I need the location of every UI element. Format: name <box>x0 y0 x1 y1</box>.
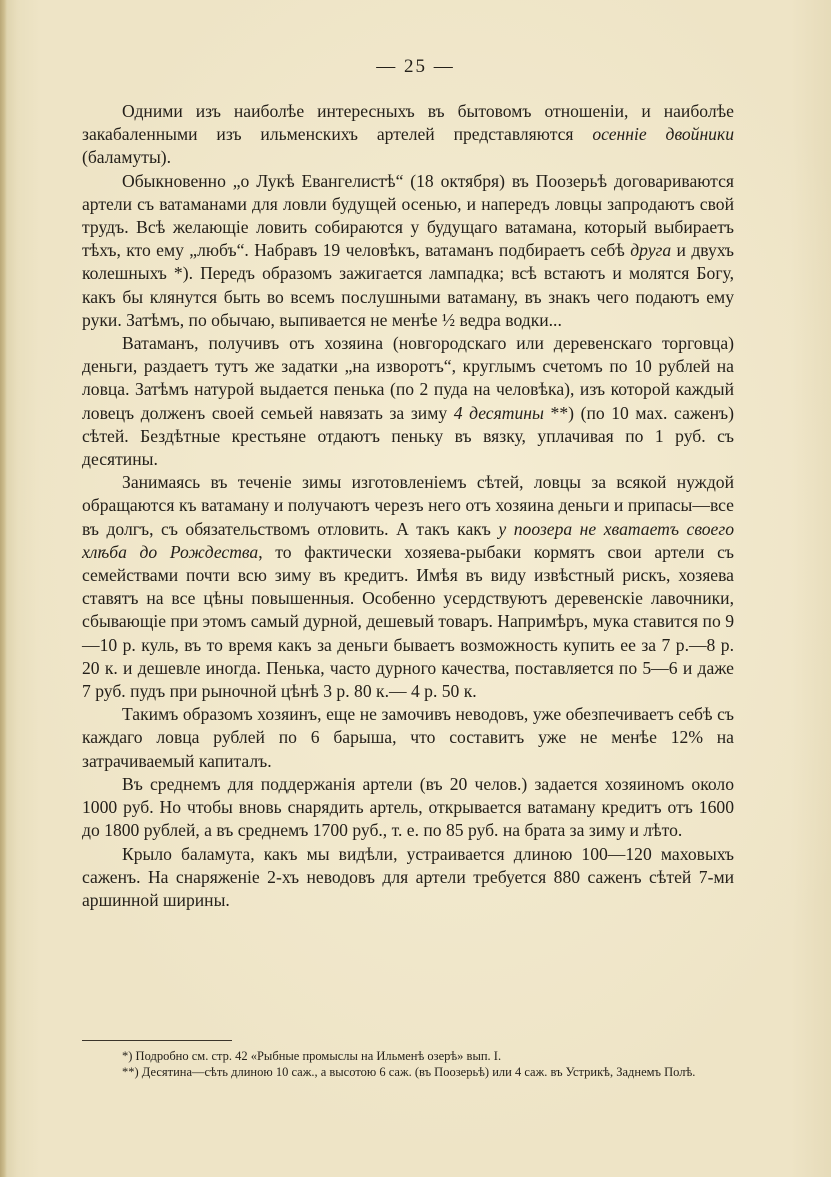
main-text <box>82 100 734 912</box>
paragraph-5 <box>82 703 734 773</box>
footnote-2: **) Десятина—сѣть длиною 10 саж., а высотою 6 саж. (въ Поозерьѣ) или 4 саж. въ Устрикѣ, Заднемъ Полѣ. <box>122 1065 696 1079</box>
paragraph-6 <box>82 773 734 843</box>
paragraph-text: Обыкновенно „о Лукѣ Евангелистѣ“ (18 октября) въ Поозерьѣ договариваются артели съ ватаманами для ловли будущей осенью, и напередъ ловцы запродаютъ свой трудъ. Всѣ желающіе ловить собираются у будущаго ватамана, который выбираетъ тѣхъ, кто ему „любъ“. Набравъ 19 человѣкъ, ватаманъ подбираетъ себѣ <box>82 170 734 261</box>
italic-term: 4 десятины <box>453 402 544 423</box>
paragraph-text: Одними изъ наиболѣе интересныхъ въ бытовомъ отношеніи, и наиболѣе закабаленными изъ ильменскихъ артелей представляются <box>82 101 734 145</box>
italic-term: осенніе двойники <box>592 124 734 145</box>
page-binding-edge <box>0 0 7 1177</box>
paragraph-2 <box>82 170 734 332</box>
paragraph-text: Въ среднемъ для поддержанія артели (въ 20 челов.) задается хозяиномъ около 1000 руб. Но чтобы вновь снарядить артель, открывается ватаману кредитъ отъ 1600 до 1800 рублей, а въ среднемъ 1700 руб., т. е. по 85 руб. на брата за зиму и лѣто. <box>82 773 734 841</box>
paragraph-text: , то фактически хозяева-рыбаки кормятъ свои артели съ семействами почти всю зиму въ кредитъ. Имѣя въ виду извѣстный рискъ, хозяева ставятъ на все цѣны повышенныя. Особенно усердствуютъ деревенскіе лавочники, сбывающіе при этомъ самый дурной, дешевый товаръ. Напримѣръ, мука ставится по 9—10 р. куль, въ то время какъ за деньги бываетъ возможность купить ее за 7 р.—8 р. 20 к. и дешевле иногда. Пенька, часто дурного качества, поставляется по 5—6 и даже 7 руб. пудъ при рыночной цѣнѣ 3 р. 80 к.— 4 р. 50 к. <box>82 541 734 702</box>
paragraph-text: Занимаясь въ теченіе зимы изготовленіемъ сѣтей, ловцы за всякой нуждой обращаются къ ватаману и получаютъ черезъ него отъ хозяина деньги и припасы—все въ долгъ, съ обязательствомъ отловить. А такъ какъ <box>82 472 734 539</box>
paragraph-text: и двухъ колешныхъ *). Передъ образомъ зажигается лампадка; всѣ встаютъ и молятся Богу, какъ бы клянутся быть во всемъ послушными ватаману, въ знакъ чего подаютъ ему руки. Затѣмъ, по обычаю, выпивается не менѣе ½ ведра водки... <box>82 240 735 330</box>
paragraph-text: Крыло баламута, какъ мы видѣли, устраивается длиною 100—120 маховыхъ саженъ. На снаряженіе 2-хъ неводовъ для артели требуется 880 саженъ сѣтей 7-ми аршинной ширины. <box>82 843 734 910</box>
italic-term: друга <box>630 240 672 261</box>
footnotes <box>82 1048 734 1080</box>
paragraph-text: (баламуты). <box>82 147 172 168</box>
footnote-1: *) Подробно см. стр. 42 «Рыбные промыслы на Ильменѣ озерѣ» вып. I. <box>122 1049 502 1063</box>
paragraph-text: Ватаманъ, получивъ отъ хозяина (новгородскаго или деревенскаго торговца) деньги, раздаетъ тутъ же задатки „на изворотъ“, круглымъ счетомъ по 10 рублей на ловца. Затѣмъ натурой выдается пенька (по 2 пуда на человѣка), изъ которой каждый ловецъ долженъ своей семьей навязать за зиму <box>82 333 734 423</box>
paragraph-text: Такимъ образомъ хозяинъ, еще не замочивъ неводовъ, уже обезпечиваетъ себѣ съ каждаго ловца рублей по 6 барыша, что составитъ уже не менѣе 12% на затрачиваемый капиталъ. <box>82 704 734 771</box>
paragraph-4 <box>82 471 734 703</box>
paragraph-3 <box>82 332 734 471</box>
paragraph-7 <box>82 843 734 913</box>
paragraph-text: **) (по 10 мах. саженъ) сѣтей. Бездѣтные крестьяне отдаютъ пеньку въ вязку, уплачивая по 1 руб. съ десятины. <box>82 402 734 470</box>
page-number: — 25 — <box>376 56 455 77</box>
footnote-divider <box>82 1040 232 1041</box>
italic-term: у поозера не хватаетъ своего хлѣба до Рождества <box>82 518 734 562</box>
paragraph-1 <box>82 100 734 170</box>
